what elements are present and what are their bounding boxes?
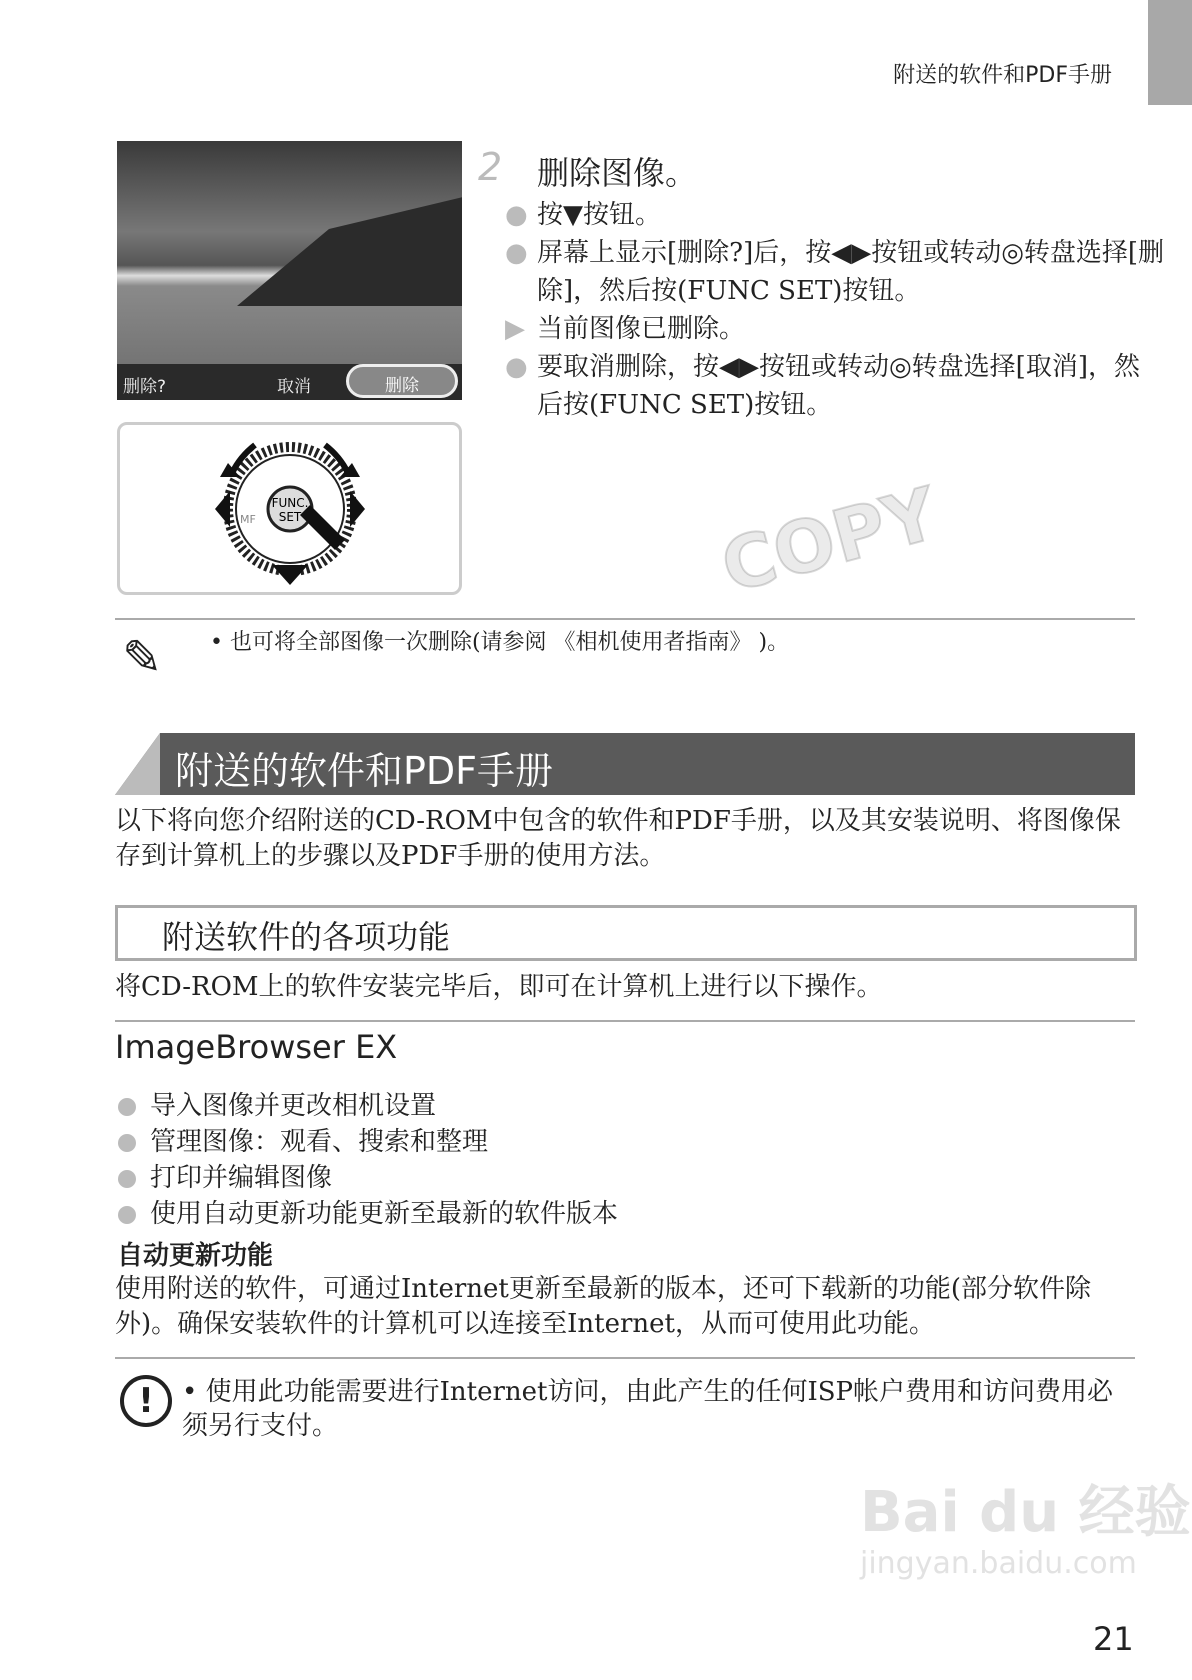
svg-text:SET: SET bbox=[278, 510, 302, 524]
step-title: 删除图像。 bbox=[537, 154, 698, 192]
subsection-title: 附送软件的各项功能 bbox=[162, 918, 451, 956]
auto-update-heading: 自动更新功能 bbox=[117, 1241, 274, 1271]
section-title: 附送的软件和PDF手册 bbox=[175, 749, 554, 793]
step-item: ● 屏幕上显示[删除?]后，按◀▶按钮或转动◎转盘选择[删除]，然后按(FUNC SET)按钮。 bbox=[505, 238, 1165, 306]
subsection-text: 将CD-ROM上的软件安装完毕后，即可在计算机上进行以下操作。 bbox=[115, 972, 883, 1002]
section-intro: 以下将向您介绍附送的CD-ROM中包含的软件和PDF手册，以及其安装说明、将图像保存到计算机上的步骤以及PDF手册的使用方法。 bbox=[115, 806, 1121, 871]
pencil-icon: ✎ bbox=[122, 630, 163, 686]
dial-icon bbox=[120, 425, 460, 593]
prompt-label: 删除? bbox=[123, 377, 167, 397]
control-dial-illustration bbox=[117, 422, 462, 595]
feature-item: 导入图像并更改相机设置 bbox=[118, 1085, 436, 1122]
copy-watermark: COPY bbox=[712, 471, 947, 609]
feature-item: 打印并编辑图像 bbox=[118, 1157, 332, 1194]
svg-text:MF: MF bbox=[240, 513, 256, 526]
auto-update-text: 使用附送的软件，可通过Internet更新至最新的版本，还可下载新的功能(部分软件除外)。确保安装软件的计算机可以连接至Internet，从而可使用此功能。 bbox=[115, 1274, 1092, 1339]
section-banner-corner bbox=[115, 733, 160, 795]
note-text: • 也可将全部图像一次删除(请参阅 《相机使用者指南》 )。 bbox=[210, 630, 790, 655]
feature-item: 使用自动更新功能更新至最新的软件版本 bbox=[118, 1193, 618, 1230]
running-header: 附送的软件和PDF手册 bbox=[893, 63, 1112, 88]
step-item: ● 按▼按钮。 bbox=[505, 200, 661, 230]
page-number: 21 bbox=[1093, 1620, 1134, 1658]
svg-text:FUNC.: FUNC. bbox=[271, 496, 309, 510]
warning-icon: ! bbox=[120, 1375, 172, 1427]
divider bbox=[115, 1020, 1135, 1022]
warning-text: • 使用此功能需要进行Internet访问，由此产生的任何ISP帐户费用和访问费用必须另行支付。 bbox=[182, 1377, 1114, 1441]
divider bbox=[115, 1357, 1135, 1359]
camera-screen-image bbox=[117, 141, 462, 400]
delete-option: 删除 bbox=[346, 364, 458, 398]
baidu-watermark: Bai du 经验 jingyan.baidu.com bbox=[860, 1480, 1191, 1581]
step-item: ● 要取消删除，按◀▶按钮或转动◎转盘选择[取消]，然后按(FUNC SET)按钮。 bbox=[505, 352, 1140, 420]
cancel-option: 取消 bbox=[277, 377, 311, 397]
step-number: 2 bbox=[478, 145, 503, 189]
step-item: ▶ 当前图像已删除。 bbox=[505, 314, 746, 344]
forest-graphic bbox=[237, 196, 462, 306]
software-name: ImageBrowser EX bbox=[115, 1028, 398, 1066]
page-tab bbox=[1148, 0, 1192, 105]
step-items bbox=[505, 196, 1165, 424]
feature-item: 管理图像：观看、搜索和整理 bbox=[118, 1121, 488, 1158]
divider bbox=[115, 618, 1135, 620]
